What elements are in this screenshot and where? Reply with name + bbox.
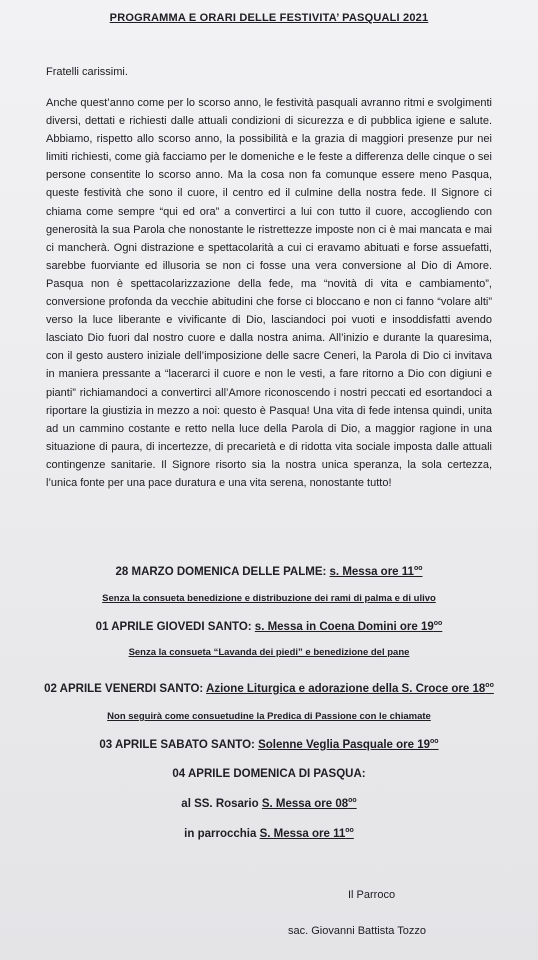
letter-body: Anche quest’anno come per lo scorso anno, le festività pasquali avranno ritmi e svolgimenti diversi, dettati e richiesti dalle attuali condizioni di sicurezza e di pubblica igiene e salute. Abbiamo, rispetto allo scorso anno, la possibilità e la grazia di maggiori presenze pur nei limiti richiesti, come già facciamo per le domeniche e le feste a differenza delle cinque o sei persone consentite lo scorso anno. Ma la cosa non fa comunque essere meno Pasqua, queste festività che sono il cuore, il centro ed il culmine della nostra fede. Il Signore ci chiama come sempre “qui ed ora” a convertirci a lui con tutto il cuore, accogliendo con generosità la sua Parola che nonostante le ristrettezze imposte non ci è mai mancata e mai ci mancherà. Ogni distrazione e spettacolarità a cui ci eravamo abituati e forse assuefatti, sarebbe fuorviante ed illusoria se non ci fosse una vera conversione al Dio di Amore. Pasqua non è spettacolarizzazione della fede, ma “novità di vita e cambiamento”, conversione profonda da vecchie abitudini che forse ci bloccano e non ci fanno “volare alti” verso la luce liberante e vivificante di Dio, lasciandoci poi vuoti e insoddisfatti avendo lasciato Dio fuori dal nostro cuore e dalla nostra anima. All’inizio e durante la quaresima, con il gesto austero iniziale dell’imposizione delle sacre Ceneri, la Parola di Dio ci invitava in maniera pressante a “lacerarci il cuore e non le vesti, a fare ritorno a Dio con digiuni e pianti” richiamandoci a convertirci all’Amore riconoscendo i nostri peccati ed esortandoci a riportare la giustizia in mezzo a noi: questo è Pasqua! Una vita di fede intensa quindi, unita ad un cammino costante e retto nella luce della Parola di Dio, a maggior ragione in una situazione di paura, di incertezze, di precarietà e di ridotta vita sociale imposta dalle attuali contingenze sanitarie. Il Signore risorto sia la nostra unica speranza, la sola certezza, l’unica fonte per una pace duratura e una vita serena, nonostante tutto! [46,97,492,489]
signature-role: Il Parroco [348,889,396,901]
schedule-parrocchia [0,827,538,840]
signature-name: sac. Giovanni Battista Tozzo [288,925,426,937]
schedule-palm-sunday [0,565,538,578]
event-label: S. Messa ore $11^{oo}$ [259,827,354,840]
date-label: 03 APRILE SABATO SANTO: [99,738,259,751]
greeting: Fratelli carissimi. [46,66,128,78]
schedule-good-friday [0,682,538,695]
date-label: 01 APRILE GIOVEDI SANTO: [95,620,255,633]
schedule-holy-saturday [0,738,538,751]
schedule-rosario [0,797,538,810]
date-label: 28 MARZO DOMENICA DELLE PALME: [115,565,330,578]
event-label: Solenne Veglia Pasquale ore $19^{oo}$ [258,738,439,751]
document-title: PROGRAMMA E ORARI DELLE FESTIVITA’ PASQUALI 2021 [109,12,429,24]
location-label: in parrocchia [184,827,260,840]
schedule-holy-thursday [0,620,538,633]
note-holy-thursday: Senza la consueta “Lavanda dei piedi” e benedizione del pane [128,647,410,658]
date-label: 02 APRILE VENERDI SANTO: [44,682,207,695]
event-label: Azione Liturgica e adorazione della S. Croce ore $18^{oo}$ [206,682,494,695]
note-palm-sunday: Senza la consueta benedizione e distribuzione dei rami di palma e di ulivo [102,593,436,604]
note-good-friday: Non seguirà come consuetudine la Predica di Passione con le chiamate [107,711,431,722]
event-label: S. Messa ore $08^{oo}$ [261,797,357,810]
event-label: s. Messa in Coena Domini ore $19^{oo}$ [254,620,443,633]
schedule-easter-sunday: 04 APRILE DOMENICA DI PASQUA: [172,768,366,780]
location-label: al SS. Rosario [181,797,262,810]
event-label: s. Messa ore $11^{oo}$ [329,565,423,578]
